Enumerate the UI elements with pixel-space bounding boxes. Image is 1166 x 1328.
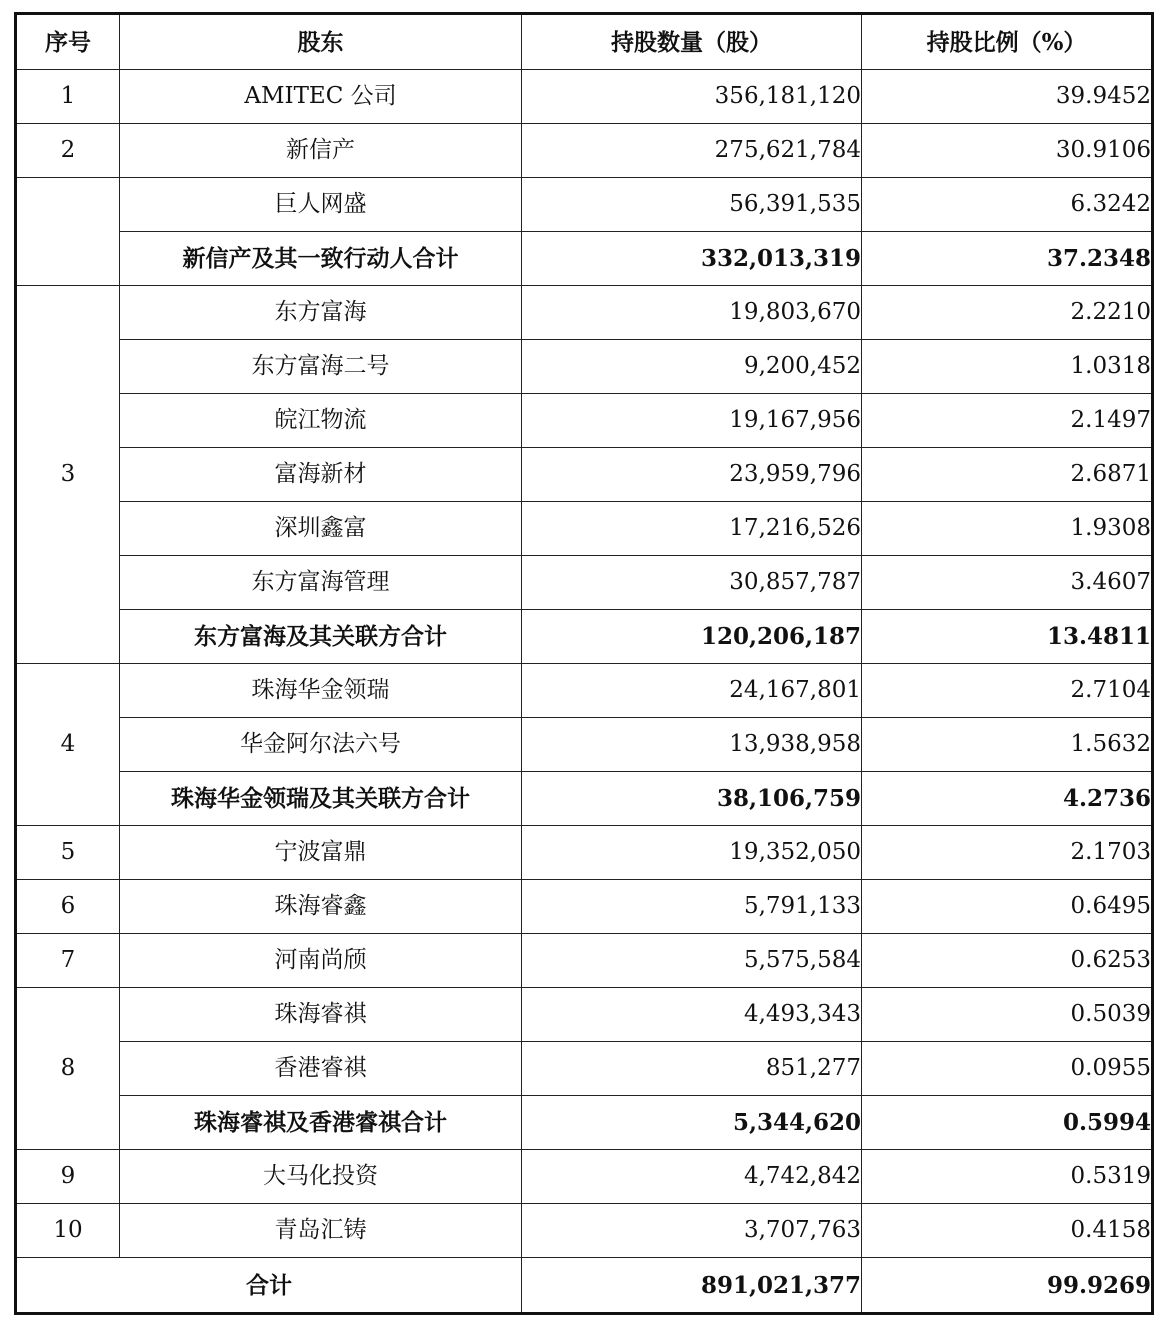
shares-cell: 19,167,956 <box>522 394 862 448</box>
shares-cell: 19,803,670 <box>522 286 862 340</box>
table-row <box>16 934 1153 988</box>
shares-cell: 4,493,343 <box>522 988 862 1042</box>
ratio-cell: 2.1497 <box>862 394 1153 448</box>
table-row <box>16 124 1153 178</box>
subtotal-shares: 38,106,759 <box>522 772 862 826</box>
table-row <box>16 556 1153 610</box>
shares-cell: 356,181,120 <box>522 70 862 124</box>
shareholder-cell: 深圳鑫富 <box>120 502 522 556</box>
table-row <box>16 340 1153 394</box>
ratio-cell: 0.6495 <box>862 880 1153 934</box>
ratio-cell: 1.5632 <box>862 718 1153 772</box>
seq-cell: 7 <box>16 934 120 988</box>
shares-cell: 851,277 <box>522 1042 862 1096</box>
ratio-cell: 2.2210 <box>862 286 1153 340</box>
total-ratio: 99.9269 <box>862 1258 1153 1314</box>
table-row <box>16 880 1153 934</box>
seq-cell <box>16 178 120 286</box>
table-row <box>16 718 1153 772</box>
ratio-cell: 2.1703 <box>862 826 1153 880</box>
shareholder-table <box>14 12 1154 1315</box>
shareholder-cell: 宁波富鼎 <box>120 826 522 880</box>
shareholder-cell: 东方富海管理 <box>120 556 522 610</box>
shareholder-cell: AMITEC 公司 <box>120 70 522 124</box>
shareholder-cell: 东方富海 <box>120 286 522 340</box>
subtotal-shares: 332,013,319 <box>522 232 862 286</box>
shares-cell: 275,621,784 <box>522 124 862 178</box>
ratio-cell: 0.5039 <box>862 988 1153 1042</box>
ratio-cell: 2.7104 <box>862 664 1153 718</box>
ratio-cell: 0.4158 <box>862 1204 1153 1258</box>
table-row <box>16 502 1153 556</box>
subtotal-label: 东方富海及其关联方合计 <box>120 610 522 664</box>
shareholder-cell: 香港睿祺 <box>120 1042 522 1096</box>
subtotal-shares: 5,344,620 <box>522 1096 862 1150</box>
ratio-cell: 0.5319 <box>862 1150 1153 1204</box>
table-row <box>16 826 1153 880</box>
header-shares: 持股数量（股） <box>522 14 862 70</box>
ratio-cell: 3.4607 <box>862 556 1153 610</box>
table-row <box>16 1150 1153 1204</box>
header-shareholder: 股东 <box>120 14 522 70</box>
shares-cell: 5,791,133 <box>522 880 862 934</box>
shareholder-cell: 巨人网盛 <box>120 178 522 232</box>
ratio-cell: 6.3242 <box>862 178 1153 232</box>
shares-cell: 4,742,842 <box>522 1150 862 1204</box>
ratio-cell: 30.9106 <box>862 124 1153 178</box>
ratio-cell: 0.0955 <box>862 1042 1153 1096</box>
shareholder-cell: 富海新材 <box>120 448 522 502</box>
seq-cell: 4 <box>16 664 120 826</box>
shares-cell: 13,938,958 <box>522 718 862 772</box>
total-row <box>16 1258 1153 1314</box>
shareholder-cell: 新信产 <box>120 124 522 178</box>
table-row <box>16 1042 1153 1096</box>
header-seq: 序号 <box>16 14 120 70</box>
total-label: 合计 <box>16 1258 522 1314</box>
shares-cell: 5,575,584 <box>522 934 862 988</box>
table-row <box>16 448 1153 502</box>
total-shares: 891,021,377 <box>522 1258 862 1314</box>
subtotal-label: 新信产及其一致行动人合计 <box>120 232 522 286</box>
seq-cell: 9 <box>16 1150 120 1204</box>
ratio-cell: 39.9452 <box>862 70 1153 124</box>
subtotal-shares: 120,206,187 <box>522 610 862 664</box>
seq-cell: 3 <box>16 286 120 664</box>
seq-cell: 5 <box>16 826 120 880</box>
shareholder-cell: 东方富海二号 <box>120 340 522 394</box>
shares-cell: 30,857,787 <box>522 556 862 610</box>
shares-cell: 9,200,452 <box>522 340 862 394</box>
ratio-cell: 2.6871 <box>862 448 1153 502</box>
subtotal-row <box>16 772 1153 826</box>
subtotal-ratio: 0.5994 <box>862 1096 1153 1150</box>
seq-cell: 6 <box>16 880 120 934</box>
shareholder-cell: 皖江物流 <box>120 394 522 448</box>
header-row <box>16 14 1153 70</box>
table-row <box>16 178 1153 232</box>
shareholder-cell: 大马化投资 <box>120 1150 522 1204</box>
table-row <box>16 1204 1153 1258</box>
shareholder-cell: 珠海睿鑫 <box>120 880 522 934</box>
ratio-cell: 1.9308 <box>862 502 1153 556</box>
shares-cell: 17,216,526 <box>522 502 862 556</box>
header-ratio: 持股比例（%） <box>862 14 1153 70</box>
ratio-cell: 0.6253 <box>862 934 1153 988</box>
ratio-cell: 1.0318 <box>862 340 1153 394</box>
shares-cell: 56,391,535 <box>522 178 862 232</box>
table-row <box>16 70 1153 124</box>
table-row <box>16 988 1153 1042</box>
table-row <box>16 664 1153 718</box>
shareholder-cell: 珠海睿祺 <box>120 988 522 1042</box>
seq-cell: 8 <box>16 988 120 1150</box>
shares-cell: 23,959,796 <box>522 448 862 502</box>
subtotal-label: 珠海睿祺及香港睿祺合计 <box>120 1096 522 1150</box>
shareholder-cell: 华金阿尔法六号 <box>120 718 522 772</box>
subtotal-row <box>16 232 1153 286</box>
subtotal-label: 珠海华金领瑞及其关联方合计 <box>120 772 522 826</box>
shares-cell: 19,352,050 <box>522 826 862 880</box>
table-row <box>16 394 1153 448</box>
seq-cell: 10 <box>16 1204 120 1258</box>
shares-cell: 3,707,763 <box>522 1204 862 1258</box>
shareholder-cell: 珠海华金领瑞 <box>120 664 522 718</box>
subtotal-row <box>16 1096 1153 1150</box>
subtotal-ratio: 13.4811 <box>862 610 1153 664</box>
subtotal-ratio: 37.2348 <box>862 232 1153 286</box>
subtotal-row <box>16 610 1153 664</box>
seq-cell: 1 <box>16 70 120 124</box>
shareholder-cell: 青岛汇铸 <box>120 1204 522 1258</box>
shares-cell: 24,167,801 <box>522 664 862 718</box>
seq-cell: 2 <box>16 124 120 178</box>
subtotal-ratio: 4.2736 <box>862 772 1153 826</box>
shareholder-cell: 河南尚颀 <box>120 934 522 988</box>
table-row <box>16 286 1153 340</box>
